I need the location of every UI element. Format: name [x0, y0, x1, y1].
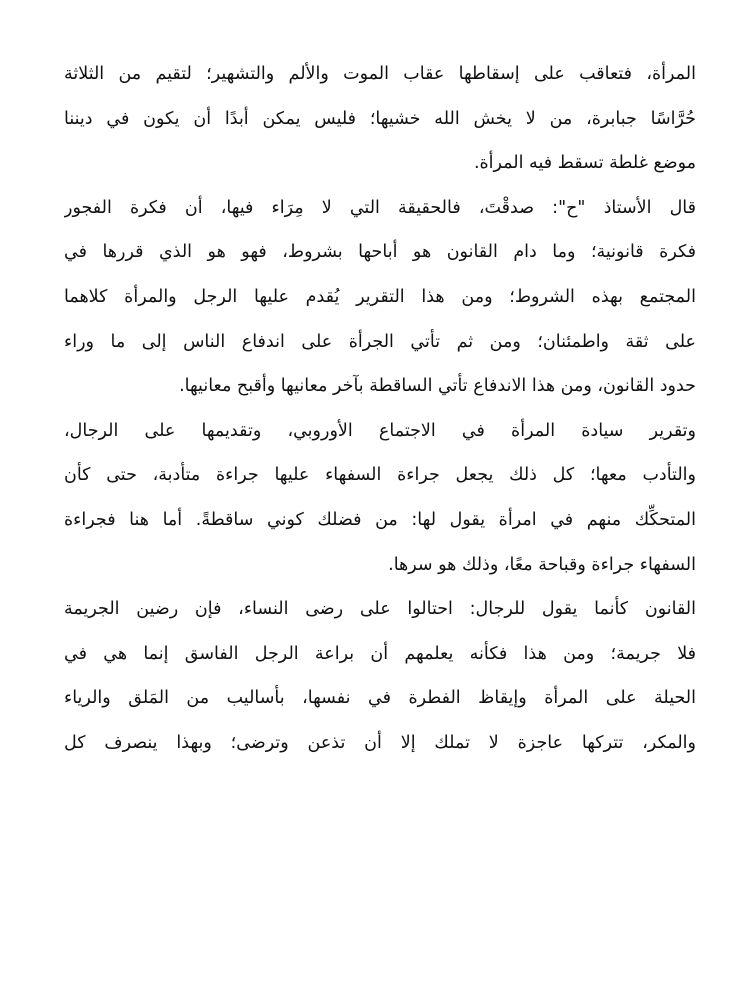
text-line: المتحكِّك منهم في امرأة يقول لها: من فضلك كوني ساقطةً. أما هنا فجراءة [64, 509, 696, 530]
text-line: والتأدب معها؛ كل ذلك يجعل جراءة السفهاء عليها جراءة متأدبة، حتى كأن [64, 465, 696, 486]
text-line: فلا جريمة؛ ومن هذا فكأنه يعلمهم أن براعة الرجل الفاسق إنما هي في [64, 643, 696, 664]
document-page [64, 52, 696, 766]
text-line: الحيلة على المرأة وإيقاظ الفطرة في نفسها، بأساليب من المَلق والرياء [64, 688, 696, 709]
paragraph-4 [64, 587, 696, 765]
text-line: موضع غلطة تسقط فيه المرأة. [473, 153, 696, 174]
text-line: القانون كأنما يقول للرجال: احتالوا على رضى النساء، فإن رضين الجريمة [64, 599, 696, 620]
text-line: المجتمع بهذه الشروط؛ ومن هذا التقرير يُقدم عليها الرجل والمرأة كلاهما [64, 286, 696, 307]
text-line: حُرَّاسًا جبابرة، من لا يخش الله خشيها؛ فليس يمكن أبدًا أن يكون في ديننا [64, 108, 696, 129]
text-line: على ثقة واطمئنان؛ ومن ثم تأتي الجرأة على اندفاع الناس إلى ما وراء [64, 331, 696, 352]
text-line: السفهاء جراءة وقباحة معًا، وذلك هو سرها. [388, 554, 696, 575]
text-line: والمكر، تتركها عاجزة لا تملك إلا أن تذعن وترضى؛ وبهذا ينصرف كل [64, 732, 696, 753]
text-line: فكرة قانونية؛ وما دام القانون هو أباحها بشروط، فهو هو الذي قررها في [64, 242, 696, 263]
paragraph-1 [64, 52, 696, 186]
text-line: وتقرير سيادة المرأة في الاجتماع الأوروبي، وتقديمها على الرجال، [64, 420, 696, 441]
text-line: قال الأستاذ "ح": صدقْتَ، فالحقيقة التي لا مِرَاء فيها، أن فكرة الفجور [64, 197, 696, 218]
paragraph-2 [64, 186, 696, 409]
text-line: حدود القانون، ومن هذا الاندفاع تأتي الساقطة بآخر معانيها وأقبح معانيها. [179, 376, 696, 397]
paragraph-3 [64, 409, 696, 587]
text-line: المرأة، فتعاقب على إسقاطها عقاب الموت والألم والتشهير؛ لتقيم من الثلاثة [64, 64, 696, 84]
